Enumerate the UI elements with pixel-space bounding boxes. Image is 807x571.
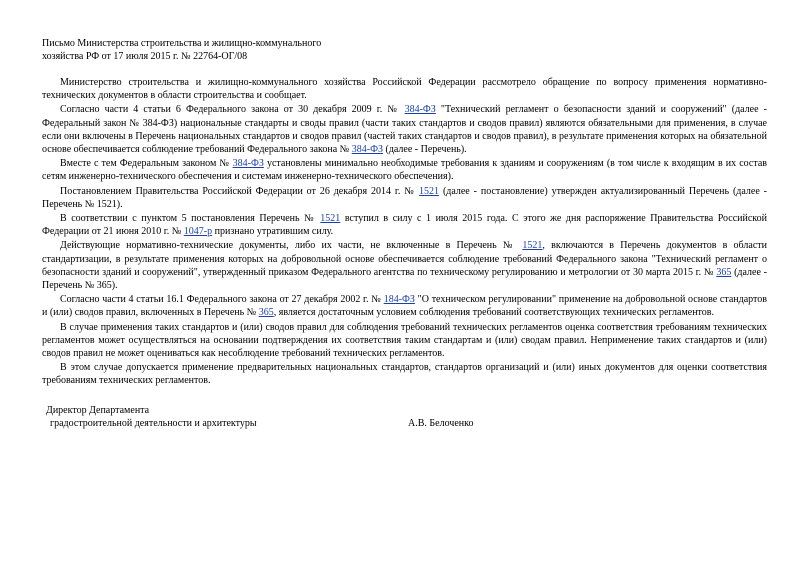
paragraph-9 <box>42 361 767 387</box>
paragraph-text: Вместе с тем Федеральным законом № <box>60 158 233 170</box>
paragraph-text: Согласно части 4 статьи 6 Федерального закона от 30 декабря 2009 г. № <box>60 104 405 116</box>
paragraph-text: (далее - Перечень № 365). <box>42 266 767 292</box>
paragraph-text: вступил в силу с 1 июля 2015 года. С этого же дня распоряжение Правительства Российской Федерации от 21 июня 2010 г. № <box>42 213 767 238</box>
paragraph-text: , включаются в Перечень документов в области стандартизации, в результате применения которых на добровольной основе обеспечивается соблюдение требований Федерального закона "Технический регламент о безопасности зданий и сооружений", утвержденный приказом Федерального агентства по техническому регулированию и метрологии от 30 марта 2015 г. № <box>42 240 767 278</box>
link-384-fz[interactable]: 384-ФЗ <box>404 104 436 116</box>
paragraph-text: установлены минимально необходимые требования к зданиям и сооружениям (в том числе к входящим в их состав сетям инженерно-технического обеспечения и системам инженерно-технического обеспечения). <box>42 158 767 183</box>
paragraph-7 <box>42 293 767 319</box>
link-184-fz[interactable]: 184-ФЗ <box>383 294 415 306</box>
paragraph-text: В случае применения таких стандартов и (или) сводов правил для соблюдения требований технических регламентов оценка соответствия требованиям технических регламентов может осуществляться на основании подтверждения их соответствия таким стандартам и (или) сводам правил. Неприменение таких стандартов и (или) сводов правил не может оцениваться как несоблюдение требований технических регламентов. <box>42 321 767 360</box>
signature-block <box>46 404 767 432</box>
paragraph-2 <box>42 103 767 156</box>
paragraph-text: , является достаточным условием соблюдения требований соответствующих технических регламентов. <box>273 307 715 319</box>
paragraph-3 <box>42 157 767 183</box>
link-1521[interactable]: 1521 <box>320 213 341 225</box>
signatory-department: градостроительной деятельности и архитектуры <box>50 417 257 429</box>
signatory-position: Директор Департамента <box>46 404 150 416</box>
paragraph-6 <box>42 239 767 292</box>
link-1521[interactable]: 1521 <box>522 240 543 252</box>
document <box>42 37 767 432</box>
paragraph-5 <box>42 212 767 238</box>
paragraph-text: (далее - постановление) утвержден актуализированный Перечень (далее - Перечень № 1521). <box>42 185 768 210</box>
paragraph-4 <box>42 185 767 211</box>
paragraph-1 <box>42 76 767 102</box>
paragraph-text: Согласно части 4 статьи 16.1 Федерального закона от 27 декабря 2002 г. № <box>60 294 384 306</box>
title-line-1: Письмо Министерства строительства и жилищно-коммунального <box>42 38 322 49</box>
paragraph-text: Действующие нормативно-технические документы, либо их части, не включенные в Перечень № <box>60 240 523 252</box>
paragraph-text: В соответствии с пунктом 5 постановления Перечень № <box>60 213 321 225</box>
link-1047-r[interactable]: 1047-р <box>183 226 213 238</box>
document-title <box>42 37 372 63</box>
paragraph-text: "О техническом регулировании" применение на добровольной основе стандартов и (или) сводов правил, включенных в Перечень № <box>42 294 767 319</box>
paragraph-8 <box>42 321 767 361</box>
paragraph-text: В этом случае допускается применение предварительных национальных стандартов, стандартов организаций и (или) иных документов для оценки соответствия требованиям технических регламентов. <box>42 362 767 387</box>
link-365[interactable]: 365 <box>716 266 732 278</box>
link-1521[interactable]: 1521 <box>419 185 440 197</box>
paragraph-text: Министерство строительства и жилищно-коммунального хозяйства Российской Федерации рассмотрело обращение по вопросу применения нормативно-технических документов в области строительства и сообщает. <box>42 77 767 102</box>
link-365[interactable]: 365 <box>258 307 274 319</box>
paragraph-text: признано утратившим силу. <box>212 226 334 238</box>
link-384-fz[interactable]: 384-ФЗ <box>351 144 383 156</box>
signatory-name: А.В. Белоченко <box>408 417 474 429</box>
paragraph-text: "Технический регламент о безопасности зданий и сооружений" (далее - Федеральный закон № 384-ФЗ) национальные стандарты и своды правил (части таких стандартов и сводов правил) являются обязательными для применения, в случае если они включены в Перечень национальных стандартов и сводов правил (частей таких стандартов и сводов правил), в результате применения которых на обязательной основе обеспечивается соблюдение требований Федерального закона № <box>42 104 767 156</box>
title-line-2: хозяйства РФ от 17 июля 2015 г. № 22764-ОГ/08 <box>42 51 248 62</box>
paragraph-text: Постановлением Правительства Российской Федерации от 26 декабря 2014 г. № <box>60 185 420 197</box>
link-384-fz[interactable]: 384-ФЗ <box>232 158 264 170</box>
paragraph-text: (далее - Перечень). <box>382 144 467 156</box>
